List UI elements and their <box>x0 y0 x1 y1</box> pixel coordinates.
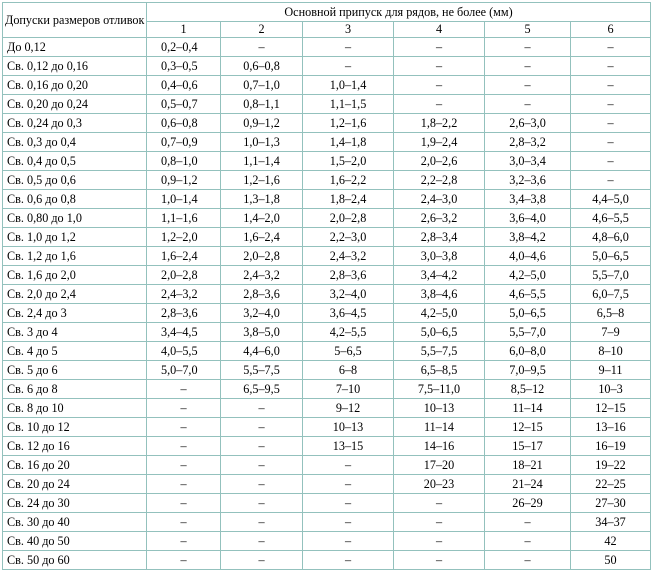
table-cell: 1,2–1,6 <box>303 114 394 133</box>
table-cell: – <box>221 456 303 475</box>
table-row <box>3 190 651 209</box>
table-cell: 10–13 <box>303 418 394 437</box>
table-cell: 0,8–1,1 <box>221 95 303 114</box>
table-cell: 20–23 <box>394 475 485 494</box>
table-cell: – <box>303 551 394 570</box>
table-cell: 2,4–3,2 <box>303 247 394 266</box>
table-cell: 1,1–1,4 <box>221 152 303 171</box>
table-cell: – <box>485 38 571 57</box>
table-cell: – <box>485 513 571 532</box>
table-cell: – <box>303 57 394 76</box>
row-label: Св. 8 до 10 <box>3 399 147 418</box>
table-cell: – <box>147 551 221 570</box>
table-cell: 4,8–6,0 <box>571 228 651 247</box>
table-cell: 27–30 <box>571 494 651 513</box>
table-row <box>3 475 651 494</box>
table-cell: – <box>394 38 485 57</box>
table-cell: 5–6,5 <box>303 342 394 361</box>
table-row <box>3 513 651 532</box>
table-cell: – <box>221 551 303 570</box>
table-cell: 1,0–1,4 <box>147 190 221 209</box>
table-cell: – <box>221 399 303 418</box>
table-cell: 1,1–1,6 <box>147 209 221 228</box>
table-cell: 1,9–2,4 <box>394 133 485 152</box>
table-cell: 3,4–3,8 <box>485 190 571 209</box>
table-cell: 0,6–0,8 <box>221 57 303 76</box>
table-cell: 0,6–0,8 <box>147 114 221 133</box>
table-row <box>3 38 651 57</box>
table-cell: 3,8–4,2 <box>485 228 571 247</box>
table-cell: – <box>571 38 651 57</box>
table-row <box>3 323 651 342</box>
table-cell: 4,4–6,0 <box>221 342 303 361</box>
table-cell: 0,4–0,6 <box>147 76 221 95</box>
column-header: 4 <box>394 22 485 38</box>
table-cell: 2,6–3,0 <box>485 114 571 133</box>
table-cell: 7–9 <box>571 323 651 342</box>
table-cell: 6,5–8,5 <box>394 361 485 380</box>
table-cell: 3,2–4,0 <box>303 285 394 304</box>
table-cell: 2,8–3,4 <box>394 228 485 247</box>
table-cell: 0,9–1,2 <box>221 114 303 133</box>
table-body <box>3 38 651 570</box>
table-row <box>3 209 651 228</box>
table-cell: – <box>221 437 303 456</box>
table-row <box>3 380 651 399</box>
table-cell: 1,6–2,4 <box>221 228 303 247</box>
table-cell: – <box>485 57 571 76</box>
table-cell: 9–12 <box>303 399 394 418</box>
table-cell: 6,5–9,5 <box>221 380 303 399</box>
table-cell: 4,0–4,6 <box>485 247 571 266</box>
table-cell: 42 <box>571 532 651 551</box>
table-row <box>3 532 651 551</box>
column-header: 1 <box>147 22 221 38</box>
table-cell: 2,0–2,8 <box>303 209 394 228</box>
column-header: 3 <box>303 22 394 38</box>
table-cell: 5,5–7,0 <box>571 266 651 285</box>
table-cell: 13–15 <box>303 437 394 456</box>
table-cell: – <box>485 95 571 114</box>
table-cell: – <box>571 95 651 114</box>
table-cell: 2,4–3,0 <box>394 190 485 209</box>
table-cell: 5,0–7,0 <box>147 361 221 380</box>
table-row <box>3 418 651 437</box>
table-cell: 4,6–5,5 <box>571 209 651 228</box>
table-cell: 34–37 <box>571 513 651 532</box>
table-cell: 10–3 <box>571 380 651 399</box>
table-cell: 3,6–4,5 <box>303 304 394 323</box>
row-label: Св. 10 до 12 <box>3 418 147 437</box>
table-cell: 4,6–5,5 <box>485 285 571 304</box>
table-cell: – <box>394 513 485 532</box>
table-cell: – <box>394 494 485 513</box>
column-header: 2 <box>221 22 303 38</box>
table-cell: 9–11 <box>571 361 651 380</box>
table-cell: – <box>303 513 394 532</box>
table-cell: – <box>571 57 651 76</box>
table-cell: 1,2–1,6 <box>221 171 303 190</box>
table-cell: 0,5–0,7 <box>147 95 221 114</box>
table-cell: 3,8–4,6 <box>394 285 485 304</box>
row-label: Св. 3 до 4 <box>3 323 147 342</box>
column-header: 6 <box>571 22 651 38</box>
table-cell: – <box>147 399 221 418</box>
table-cell: – <box>221 513 303 532</box>
table-cell: 7–10 <box>303 380 394 399</box>
table-cell: – <box>303 494 394 513</box>
table-cell: – <box>485 76 571 95</box>
table-cell: 3,4–4,5 <box>147 323 221 342</box>
table-cell: 3,0–3,4 <box>485 152 571 171</box>
row-label: Св. 20 до 24 <box>3 475 147 494</box>
table-cell: 8–10 <box>571 342 651 361</box>
table-cell: 0,9–1,2 <box>147 171 221 190</box>
table-cell: 3,0–3,8 <box>394 247 485 266</box>
table-cell: – <box>147 418 221 437</box>
table-cell: – <box>394 76 485 95</box>
table-cell: – <box>394 95 485 114</box>
table-cell: – <box>571 152 651 171</box>
table-cell: 1,4–2,0 <box>221 209 303 228</box>
table-cell: 3,2–3,6 <box>485 171 571 190</box>
table-row <box>3 399 651 418</box>
table-cell: – <box>571 114 651 133</box>
table-cell: 2,4–3,2 <box>147 285 221 304</box>
table-cell: – <box>147 513 221 532</box>
table-cell: 4,2–5,0 <box>485 266 571 285</box>
table-cell: 14–16 <box>394 437 485 456</box>
table-cell: 50 <box>571 551 651 570</box>
table-cell: – <box>485 532 571 551</box>
table-cell: – <box>303 475 394 494</box>
table-cell: – <box>394 532 485 551</box>
table-row <box>3 361 651 380</box>
row-label: Св. 30 до 40 <box>3 513 147 532</box>
row-label: Св. 0,12 до 0,16 <box>3 57 147 76</box>
table-cell: – <box>147 380 221 399</box>
table-cell: 6,0–8,0 <box>485 342 571 361</box>
table-cell: 5,5–7,5 <box>221 361 303 380</box>
table-cell: 5,5–7,0 <box>485 323 571 342</box>
table-row <box>3 437 651 456</box>
table-cell: 7,5–11,0 <box>394 380 485 399</box>
row-label: Св. 1,6 до 2,0 <box>3 266 147 285</box>
table-cell: 0,3–0,5 <box>147 57 221 76</box>
table-row <box>3 133 651 152</box>
table-cell: 3,4–4,2 <box>394 266 485 285</box>
table-cell: 3,2–4,0 <box>221 304 303 323</box>
table-cell: 8,5–12 <box>485 380 571 399</box>
table-row <box>3 114 651 133</box>
table-cell: 16–19 <box>571 437 651 456</box>
table-cell: 2,6–3,2 <box>394 209 485 228</box>
row-label: Св. 0,80 до 1,0 <box>3 209 147 228</box>
table-cell: 15–17 <box>485 437 571 456</box>
table-row <box>3 95 651 114</box>
row-label: До 0,12 <box>3 38 147 57</box>
row-label: Св. 2,0 до 2,4 <box>3 285 147 304</box>
table-cell: – <box>394 57 485 76</box>
table-cell: 10–13 <box>394 399 485 418</box>
row-label: Св. 6 до 8 <box>3 380 147 399</box>
table-cell: 5,0–6,5 <box>571 247 651 266</box>
row-label: Св. 0,5 до 0,6 <box>3 171 147 190</box>
table-cell: 5,5–7,5 <box>394 342 485 361</box>
table-cell: – <box>147 475 221 494</box>
table-cell: 4,2–5,5 <box>303 323 394 342</box>
table-cell: 1,2–2,0 <box>147 228 221 247</box>
table-cell: 7,0–9,5 <box>485 361 571 380</box>
table-cell: 3,8–5,0 <box>221 323 303 342</box>
table-cell: – <box>571 133 651 152</box>
table-row <box>3 247 651 266</box>
table-row <box>3 551 651 570</box>
row-label: Св. 1,2 до 1,6 <box>3 247 147 266</box>
table-cell: – <box>147 532 221 551</box>
table-cell: 1,5–2,0 <box>303 152 394 171</box>
table-cell: 6–8 <box>303 361 394 380</box>
table-row <box>3 304 651 323</box>
table-cell: 26–29 <box>485 494 571 513</box>
table-cell: 12–15 <box>571 399 651 418</box>
table-cell: 5,0–6,5 <box>485 304 571 323</box>
table-cell: – <box>221 418 303 437</box>
table-cell: – <box>485 551 571 570</box>
row-label: Св. 2,4 до 3 <box>3 304 147 323</box>
table-cell: 2,8–3,6 <box>303 266 394 285</box>
row-label: Св. 24 до 30 <box>3 494 147 513</box>
table-cell: 1,0–1,4 <box>303 76 394 95</box>
table-cell: 1,8–2,2 <box>394 114 485 133</box>
table-cell: 1,0–1,3 <box>221 133 303 152</box>
table-cell: – <box>147 456 221 475</box>
row-label: Св. 0,6 до 0,8 <box>3 190 147 209</box>
table-row <box>3 57 651 76</box>
row-label: Св. 0,20 до 0,24 <box>3 95 147 114</box>
table-row <box>3 171 651 190</box>
table-row <box>3 228 651 247</box>
table-cell: 2,0–2,8 <box>147 266 221 285</box>
table-cell: 1,6–2,2 <box>303 171 394 190</box>
table-cell: – <box>303 456 394 475</box>
table-cell: 1,6–2,4 <box>147 247 221 266</box>
row-label: Св. 5 до 6 <box>3 361 147 380</box>
column-header: 5 <box>485 22 571 38</box>
table-cell: 6,0–7,5 <box>571 285 651 304</box>
table-cell: 1,8–2,4 <box>303 190 394 209</box>
row-label: Св. 12 до 16 <box>3 437 147 456</box>
table-cell: 2,2–2,8 <box>394 171 485 190</box>
table-cell: – <box>571 171 651 190</box>
table-cell: – <box>303 38 394 57</box>
table-cell: 0,7–1,0 <box>221 76 303 95</box>
table-cell: 5,0–6,5 <box>394 323 485 342</box>
table-cell: 21–24 <box>485 475 571 494</box>
table-cell: 12–15 <box>485 418 571 437</box>
table-row <box>3 342 651 361</box>
table-cell: – <box>221 494 303 513</box>
row-label: Св. 0,3 до 0,4 <box>3 133 147 152</box>
row-label: Св. 40 до 50 <box>3 532 147 551</box>
table-cell: 3,6–4,0 <box>485 209 571 228</box>
table-row <box>3 456 651 475</box>
row-label: Св. 16 до 20 <box>3 456 147 475</box>
row-header-label: Допуски размеров отливок <box>3 3 147 38</box>
table-cell: 2,0–2,8 <box>221 247 303 266</box>
table-cell: – <box>221 475 303 494</box>
table-cell: 18–21 <box>485 456 571 475</box>
table-cell: – <box>303 532 394 551</box>
table-row <box>3 76 651 95</box>
table-cell: 11–14 <box>394 418 485 437</box>
table-cell: 11–14 <box>485 399 571 418</box>
table-cell: 2,4–3,2 <box>221 266 303 285</box>
table-cell: 1,1–1,5 <box>303 95 394 114</box>
table-cell: 2,8–3,6 <box>221 285 303 304</box>
allowance-table <box>2 2 651 570</box>
table-cell: – <box>221 532 303 551</box>
table-cell: 6,5–8 <box>571 304 651 323</box>
row-label: Св. 50 до 60 <box>3 551 147 570</box>
table-cell: 2,8–3,2 <box>485 133 571 152</box>
table-cell: – <box>571 76 651 95</box>
table-cell: 1,4–1,8 <box>303 133 394 152</box>
table-cell: 0,8–1,0 <box>147 152 221 171</box>
table-row <box>3 152 651 171</box>
row-label: Св. 0,24 до 0,3 <box>3 114 147 133</box>
row-label: Св. 1,0 до 1,2 <box>3 228 147 247</box>
table-cell: 13–16 <box>571 418 651 437</box>
table-cell: – <box>147 437 221 456</box>
table-cell: 17–20 <box>394 456 485 475</box>
table-row <box>3 266 651 285</box>
table-cell: 2,2–3,0 <box>303 228 394 247</box>
table-cell: 4,2–5,0 <box>394 304 485 323</box>
table-row <box>3 494 651 513</box>
table-cell: 2,0–2,6 <box>394 152 485 171</box>
table-cell: 4,0–5,5 <box>147 342 221 361</box>
table-cell: 22–25 <box>571 475 651 494</box>
row-label: Св. 4 до 5 <box>3 342 147 361</box>
table-row <box>3 285 651 304</box>
table-cell: 2,8–3,6 <box>147 304 221 323</box>
table-cell: 0,7–0,9 <box>147 133 221 152</box>
table-cell: 1,3–1,8 <box>221 190 303 209</box>
table-cell: – <box>147 494 221 513</box>
table-cell: – <box>221 38 303 57</box>
table-cell: – <box>394 551 485 570</box>
table-cell: 0,2–0,4 <box>147 38 221 57</box>
column-group-label: Основной припуск для рядов, не более (мм) <box>147 3 651 22</box>
table-cell: 4,4–5,0 <box>571 190 651 209</box>
table-cell: 19–22 <box>571 456 651 475</box>
row-label: Св. 0,4 до 0,5 <box>3 152 147 171</box>
row-label: Св. 0,16 до 0,20 <box>3 76 147 95</box>
